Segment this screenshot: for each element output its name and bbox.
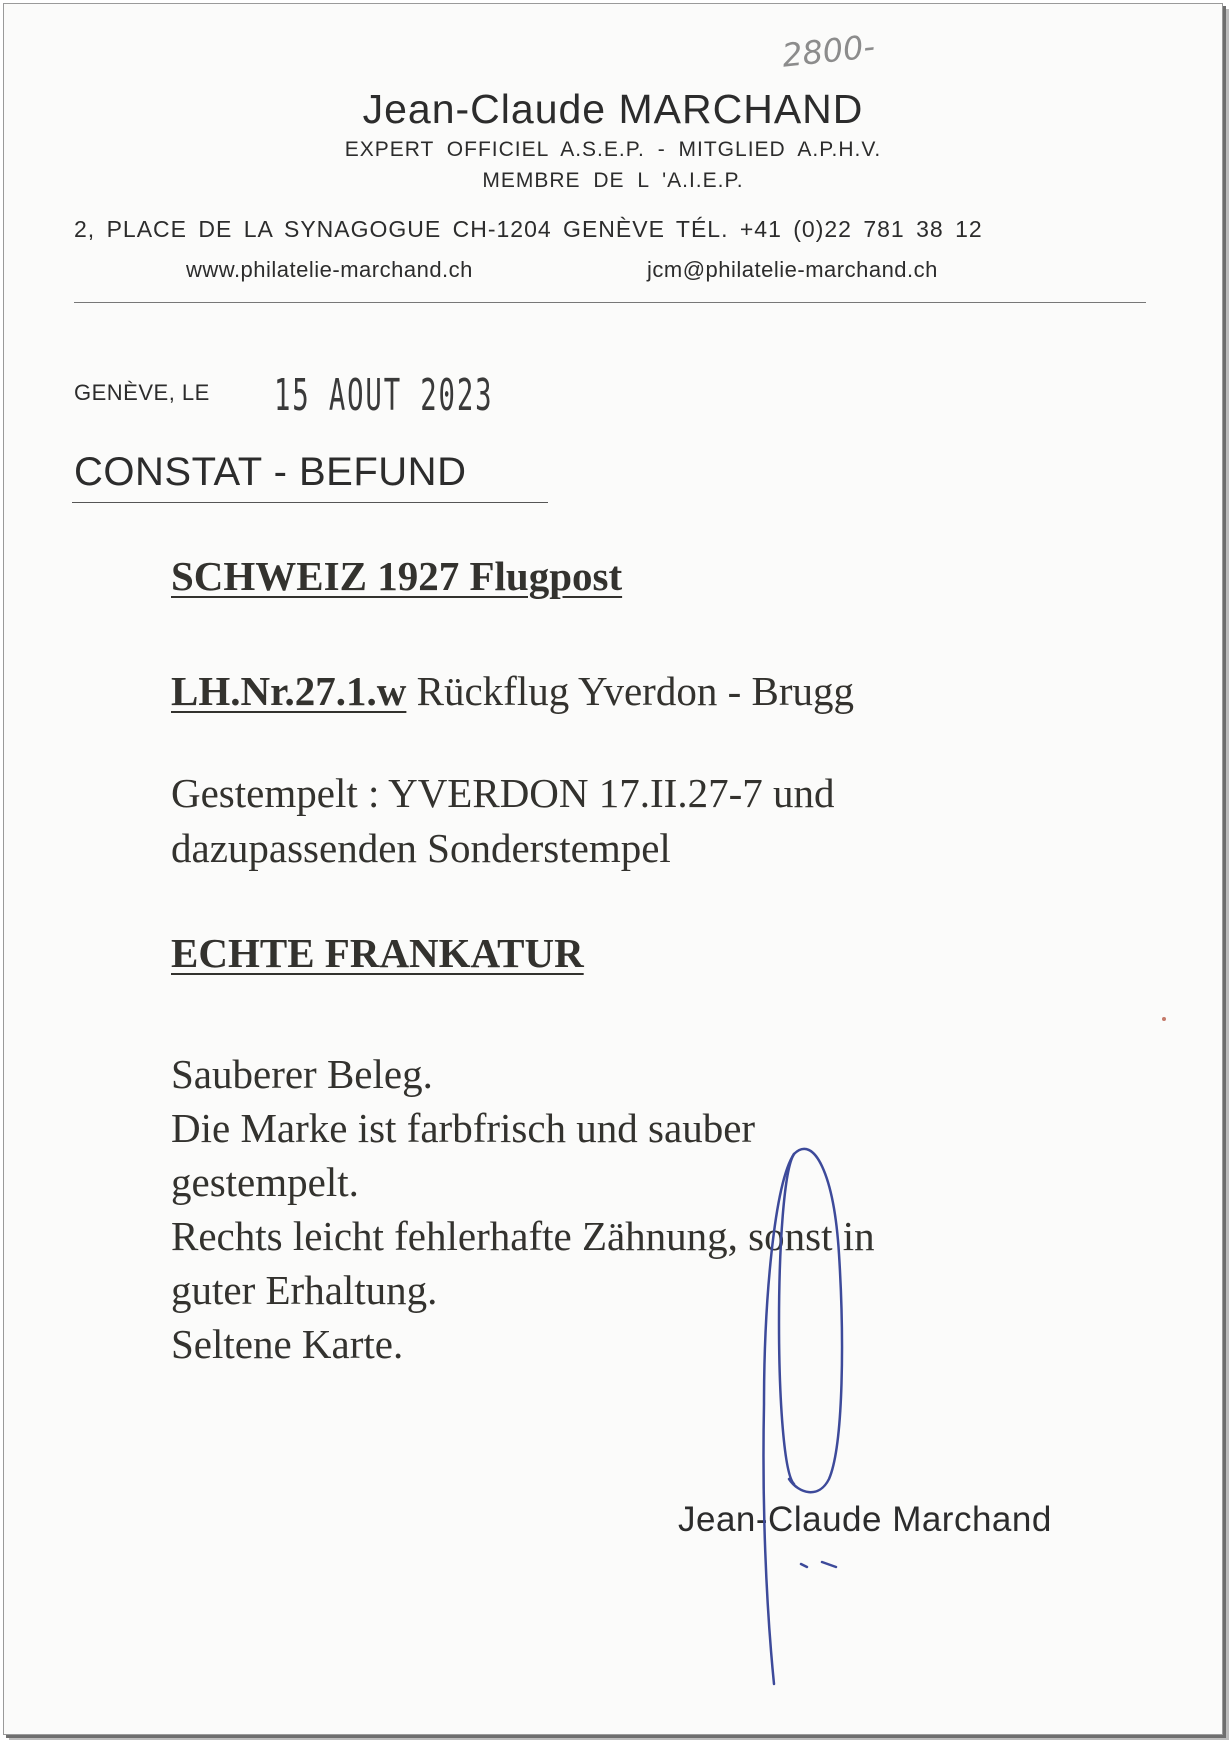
paper-speck xyxy=(1162,1017,1166,1021)
date-stamp: 15 AOUT 2023 xyxy=(274,370,494,421)
cancellation-line-2: dazupassenden Sonderstempel xyxy=(171,825,671,871)
condition-line: gestempelt. xyxy=(171,1159,359,1205)
expert-name-heading: Jean-Claude MARCHAND xyxy=(362,86,864,132)
certificate-page xyxy=(3,3,1223,1735)
place-label: GENÈVE, LE xyxy=(74,380,210,405)
condition-line: Die Marke ist farbfrisch und sauber xyxy=(171,1105,756,1151)
condition-line: Sauberer Beleg. xyxy=(171,1051,433,1097)
catalog-description: Rückflug Yverdon - Brugg xyxy=(406,668,854,714)
signature-printed-name: Jean-Claude Marchand xyxy=(678,1500,1052,1539)
document-type-heading: CONSTAT - BEFUND xyxy=(74,450,467,494)
verdict-heading: ECHTE FRANKATUR xyxy=(171,930,584,976)
expert-address: 2, PLACE DE LA SYNAGOGUE CH-1204 GENÈVE TÉL. +41 (0)22 781 38 12 xyxy=(74,216,983,242)
expert-credentials: EXPERT OFFICIEL A.S.E.P. - MITGLIED A.P.H.V. xyxy=(344,138,882,161)
condition-line: guter Erhaltung. xyxy=(171,1267,438,1313)
cancellation-line-1: Gestempelt : YVERDON 17.II.27-7 und xyxy=(171,770,835,816)
condition-line: Seltene Karte. xyxy=(171,1321,404,1367)
expert-website: www.philatelie-marchand.ch xyxy=(186,257,473,282)
handwritten-signature xyxy=(4,4,1222,1734)
pencil-price-note: 2800- xyxy=(780,27,877,75)
condition-line: Rechts leicht fehlerhafte Zähnung, sonst in xyxy=(171,1213,875,1259)
expert-membership: MEMBRE DE L 'A.I.E.P. xyxy=(482,169,744,192)
catalog-number: LH.Nr.27.1.w xyxy=(171,668,407,714)
expert-email: jcm@philatelie-marchand.ch xyxy=(647,257,938,282)
certificate-title: SCHWEIZ 1927 Flugpost xyxy=(171,553,623,599)
